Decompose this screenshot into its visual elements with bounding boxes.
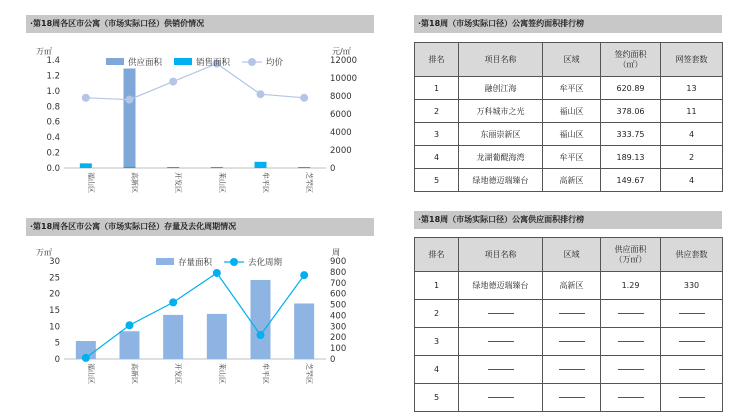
y-tick-label: 30 [49,257,60,267]
x-tick-label [218,363,227,384]
y2-tick-label: 0 [330,355,336,365]
col-signing-area: 签约面积 （㎡） [601,43,661,77]
x-tick-text: 芝罘区 [305,363,314,384]
table-cell: 万科城市之光 [459,100,543,123]
chart2-title: ·第18周各区市公寓（市场实际口径）存量及去化周期情况 [26,218,374,236]
x-tick-label [131,172,140,193]
table2-title: ·第18周（市场实际口径）公寓供应面积排行榜 [414,211,722,229]
y2-axis-unit: 周 [332,248,340,257]
table-row [415,169,723,192]
table-cell: 牟平区 [543,146,601,169]
x-tick-label [87,172,96,193]
point-去化周期 [213,269,221,277]
point-均价 [300,94,308,102]
table-cell: 龙湖葡醍海湾 [459,146,543,169]
empty-dash [679,369,705,370]
y2-tick-label: 8000 [330,92,352,102]
col-project-name: 项目名称 [459,43,543,77]
table-cell [459,384,543,412]
point-去化周期 [126,321,134,329]
table-cell: 绿地德迈瑞臻台 [459,272,543,300]
table-row [415,77,723,100]
table-cell: 4 [661,169,723,192]
y-tick-label: 10 [49,322,60,333]
table-cell [459,300,543,328]
col-supply-area: 供应面积 （万㎡） [601,238,661,272]
y-tick-label: 0.8 [46,102,60,113]
table1-title: ·第18周（市场实际口径）公寓签约面积排行榜 [414,15,722,33]
table-cell: 3 [415,123,459,146]
table-cell: 4 [661,123,723,146]
supply-area-ranking-table [414,237,723,412]
bar-销售面积 [298,167,310,168]
x-tick-label [305,172,314,193]
x-tick-text: 福山区 [86,172,95,193]
point-均价 [126,96,134,104]
x-tick-text: 福山区 [86,363,95,384]
table-cell [601,328,661,356]
y-tick-label: 0.2 [46,148,60,159]
y-tick-label: 1.0 [46,86,60,97]
empty-dash [618,369,644,370]
y2-tick-label: 200 [330,333,347,344]
table-cell: 1 [415,272,459,300]
x-tick-label [174,172,183,193]
y2-tick-label: 600 [330,289,347,300]
empty-dash [488,341,514,342]
table-cell [661,300,723,328]
table-cell [601,300,661,328]
y2-tick-label: 300 [330,322,347,333]
line-均价 [86,64,304,100]
y-axis-unit: 万㎡ [36,248,52,257]
col-project-name: 项目名称 [459,238,543,272]
table-cell [459,356,543,384]
table-cell [601,356,661,384]
bar-销售面积 [255,162,267,168]
x-tick-label [262,363,271,384]
y2-axis-unit: 元/㎡ [332,47,351,56]
signing-area-ranking-table [414,42,723,192]
empty-dash [679,341,705,342]
table-cell [543,384,601,412]
bar-销售面积 [80,163,92,168]
y-tick-label: 5 [54,338,60,349]
bar-存量面积 [251,280,271,359]
table-cell: 378.06 [601,100,661,123]
y2-tick-label: 0 [330,164,336,174]
point-均价 [257,90,265,98]
legend-marker [230,258,238,266]
col-supply-units: 供应套数 [661,238,723,272]
x-tick-text: 开发区 [174,172,183,193]
table-row [415,384,723,412]
empty-dash [679,397,705,398]
y2-tick-label: 10000 [330,74,358,84]
table-row [415,356,723,384]
table-cell: 牟平区 [543,77,601,100]
legend-label: 销售面积 [196,58,231,68]
point-去化周期 [300,271,308,279]
y2-tick-label: 4000 [330,128,352,138]
y2-tick-label: 100 [330,344,347,355]
y2-tick-label: 700 [330,278,347,289]
y-tick-label: 1.2 [46,71,60,82]
table-cell [543,356,601,384]
x-tick-text: 莱山区 [217,363,226,384]
y-tick-label: 0.6 [46,117,60,128]
y-tick-label: 20 [49,289,60,300]
x-tick-text: 莱山区 [217,172,226,193]
y-tick-label: 15 [49,306,60,316]
empty-dash [488,313,514,314]
table-cell: 333.75 [601,123,661,146]
x-tick-text: 高新区 [130,172,139,193]
legend-swatch [106,58,124,65]
legend-label: 供应面积 [128,58,163,68]
y2-tick-label: 6000 [330,110,352,120]
y2-tick-label: 12000 [330,56,358,66]
empty-dash [618,397,644,398]
table-cell: 福山区 [543,100,601,123]
y-axis-unit: 万㎡ [36,47,52,56]
table-cell [661,356,723,384]
x-tick-label [218,172,227,193]
table-cell: 高新区 [543,169,601,192]
table-cell [661,384,723,412]
table-cell [601,384,661,412]
empty-dash [559,341,585,342]
table-row [415,146,723,169]
legend-marker [248,58,256,66]
table-cell: 330 [661,272,723,300]
table-cell: 2 [415,100,459,123]
bar-销售面积 [124,167,136,168]
x-tick-label [87,363,96,384]
empty-dash [488,369,514,370]
y2-tick-label: 800 [330,267,347,278]
bar-销售面积 [211,167,223,168]
table-cell: 福山区 [543,123,601,146]
table-cell [543,300,601,328]
legend-label: 均价 [266,58,284,68]
table-cell: 3 [415,328,459,356]
y2-tick-label: 500 [330,300,347,311]
x-tick-text: 芝罘区 [305,172,314,193]
table-row [415,328,723,356]
empty-dash [679,313,705,314]
empty-dash [559,313,585,314]
table-cell: 绿地德迈瑞臻台 [459,169,543,192]
table-cell: 13 [661,77,723,100]
y-tick-label: 0.4 [46,133,60,144]
table-cell: 东丽崇新区 [459,123,543,146]
bar-存量面积 [207,314,227,359]
bar-存量面积 [294,303,314,359]
table-row [415,300,723,328]
y-tick-label: 1.4 [46,56,60,66]
empty-dash [559,369,585,370]
col-rank: 排名 [415,43,459,77]
x-tick-text: 开发区 [174,363,183,384]
table-cell: 4 [415,356,459,384]
col-signed-units: 网签套数 [661,43,723,77]
point-均价 [82,94,90,102]
y-tick-label: 0.0 [46,164,60,174]
y2-tick-label: 900 [330,257,347,267]
empty-dash [618,341,644,342]
chart1-title: ·第18周各区市公寓（市场实际口径）供销价情况 [26,15,374,33]
y2-tick-label: 400 [330,311,347,322]
table-cell [459,328,543,356]
table-row [415,272,723,300]
supply-sales-price-chart [26,40,374,202]
table-cell: 高新区 [543,272,601,300]
table-cell: 1 [415,77,459,100]
table-cell: 5 [415,384,459,412]
y-tick-label: 0 [54,355,60,365]
table-cell: 149.67 [601,169,661,192]
table-cell: 189.13 [601,146,661,169]
col-area: 区域 [543,238,601,272]
table-cell: 620.89 [601,77,661,100]
col-area: 区域 [543,43,601,77]
x-tick-label [131,363,140,384]
legend-label: 去化周期 [248,258,283,268]
bar-存量面积 [163,315,183,359]
bar-供应面积 [124,68,136,168]
x-tick-text: 高新区 [130,363,139,384]
y-tick-label: 25 [49,273,60,284]
legend-swatch [174,58,192,65]
table-cell [661,328,723,356]
legend-swatch [156,258,174,265]
point-去化周期 [169,298,177,306]
x-tick-text: 牟平区 [261,363,270,384]
table-cell: 2 [661,146,723,169]
table-cell: 2 [415,300,459,328]
table-cell: 5 [415,169,459,192]
table-cell [543,328,601,356]
stock-cycle-chart [26,243,374,411]
x-tick-label [174,363,183,384]
line-去化周期 [86,273,304,358]
x-tick-label [305,363,314,384]
y2-tick-label: 2000 [330,146,352,156]
empty-dash [559,397,585,398]
table-row [415,123,723,146]
x-tick-text: 牟平区 [261,172,270,193]
table-cell: 1.29 [601,272,661,300]
point-去化周期 [82,354,90,362]
table-cell: 4 [415,146,459,169]
bar-销售面积 [167,167,179,168]
table-cell: 融创江海 [459,77,543,100]
empty-dash [618,313,644,314]
bar-存量面积 [120,331,140,359]
col-rank: 排名 [415,238,459,272]
legend-label: 存量面积 [178,258,213,268]
point-去化周期 [257,331,265,339]
empty-dash [488,397,514,398]
table-cell: 11 [661,100,723,123]
table-row [415,100,723,123]
x-tick-label [262,172,271,193]
point-均价 [169,78,177,86]
